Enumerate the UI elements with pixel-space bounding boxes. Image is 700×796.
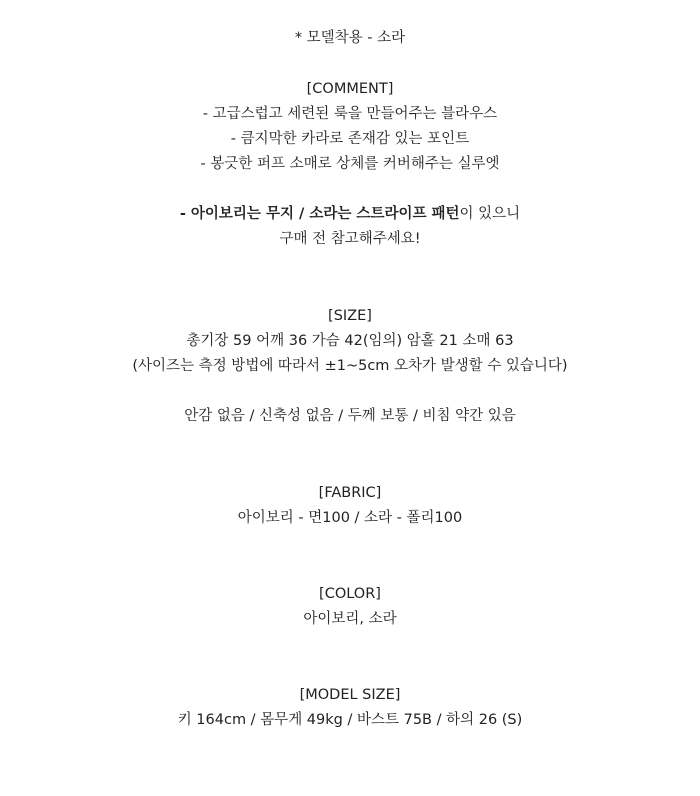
color-notice-rest: 이 있으니 (459, 206, 521, 222)
model-note: * 모델착용 - 소라 (294, 30, 406, 46)
comment-line: - 고급스럽고 세련된 룩을 만들어주는 블라우스 (202, 106, 498, 122)
color-notice (0, 204, 700, 224)
model-size-value: 키 164cm / 몸무게 49kg / 바스트 75B / 하의 26 (S) (177, 712, 523, 728)
model-size-heading: [MODEL SIZE] (299, 687, 401, 703)
size-attributes: 안감 없음 / 신축성 없음 / 두께 보통 / 비침 약간 있음 (184, 408, 516, 424)
size-measurements: 총기장 59 어깨 36 가슴 42(임의) 암홀 21 소매 63 (186, 333, 514, 349)
fabric-value: 아이보리 - 면100 / 소라 - 폴리100 (237, 510, 463, 526)
color-notice-bold: - 아이보리는 무지 / 소라는 스트라이프 패턴 (179, 206, 460, 222)
size-heading: [SIZE] (328, 308, 372, 324)
comment-heading: [COMMENT] (306, 81, 394, 97)
color-notice-line2: 구매 전 참고해주세요! (279, 231, 421, 247)
fabric-heading: [FABRIC] (318, 485, 382, 501)
color-value: 아이보리, 소라 (303, 611, 397, 627)
color-heading: [COLOR] (319, 586, 381, 602)
comment-line: - 봉긋한 퍼프 소매로 상체를 커버해주는 실루엣 (200, 156, 500, 172)
comment-line: - 큼지막한 카라로 존재감 있는 포인트 (230, 131, 470, 147)
size-disclaimer: (사이즈는 측정 방법에 따라서 ±1~5cm 오차가 발생할 수 있습니다) (132, 358, 568, 374)
